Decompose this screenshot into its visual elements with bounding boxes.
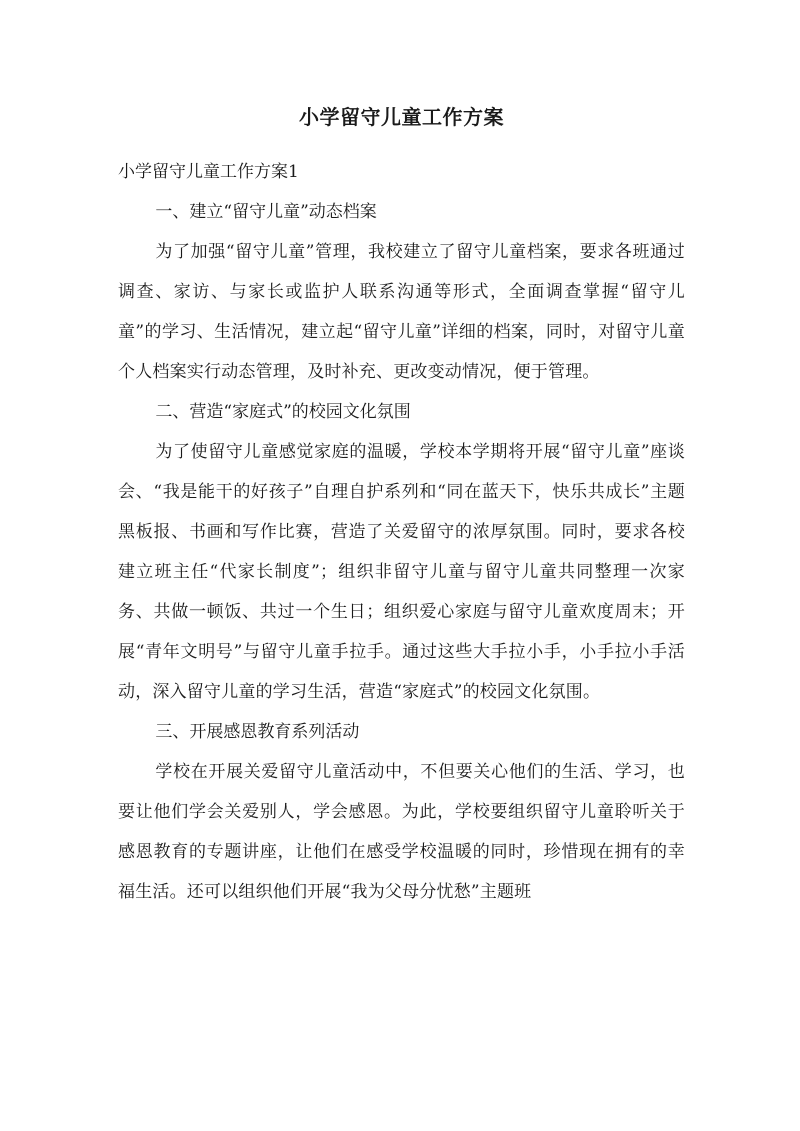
section-1 [118,192,685,392]
section-paragraph: 为了加强“留守儿童”管理，我校建立了留守儿童档案，要求各班通过调查、家访、与家长或监护人联系沟通等形式，全面调查掌握“留守儿童”的学习、生活情况，建立起“留守儿童”详细的档案，同时，对留守儿童个人档案实行动态管理，及时补充、更改变动情况，便于管理。 [118,242,685,382]
section-paragraph: 为了使留守儿童感觉家庭的温暖，学校本学期将开展“留守儿童”座谈会、“我是能干的好孩子”自理自护系列和“同在蓝天下，快乐共成长”主题黑板报、书画和写作比赛，营造了关爱留守的浓厚氛围。同时，要求各校建立班主任“代家长制度”；组织非留守儿童与留守儿童共同整理一次家务、共做一顿饭、共过一个生日；组织爱心家庭与留守儿童欢度周末；开展“青年文明号”与留守儿童手拉手。通过这些大手拉小手，小手拉小手活动，深入留守儿童的学习生活，营造“家庭式”的校园文化氛围。 [118,442,685,702]
document-body [118,100,685,912]
section-heading: 二、营造“家庭式”的校园文化氛围 [155,402,411,422]
document-title: 小学留守儿童工作方案 [299,105,504,129]
section-3 [118,712,685,912]
section-heading: 三、开展感恩教育系列活动 [155,722,360,742]
document-subtitle: 小学留守儿童工作方案1 [118,162,299,182]
section-paragraph: 学校在开展关爱留守儿童活动中，不但要关心他们的生活、学习，也要让他们学会关爱别人，学会感恩。为此，学校要组织留守儿童聆听关于感恩教育的专题讲座，让他们在感受学校温暖的同时，珍惜现在拥有的幸福生活。还可以组织他们开展“我为父母分忧愁”主题班 [118,762,685,902]
section-2 [118,392,685,712]
section-heading: 一、建立“留守儿童”动态档案 [155,202,377,222]
